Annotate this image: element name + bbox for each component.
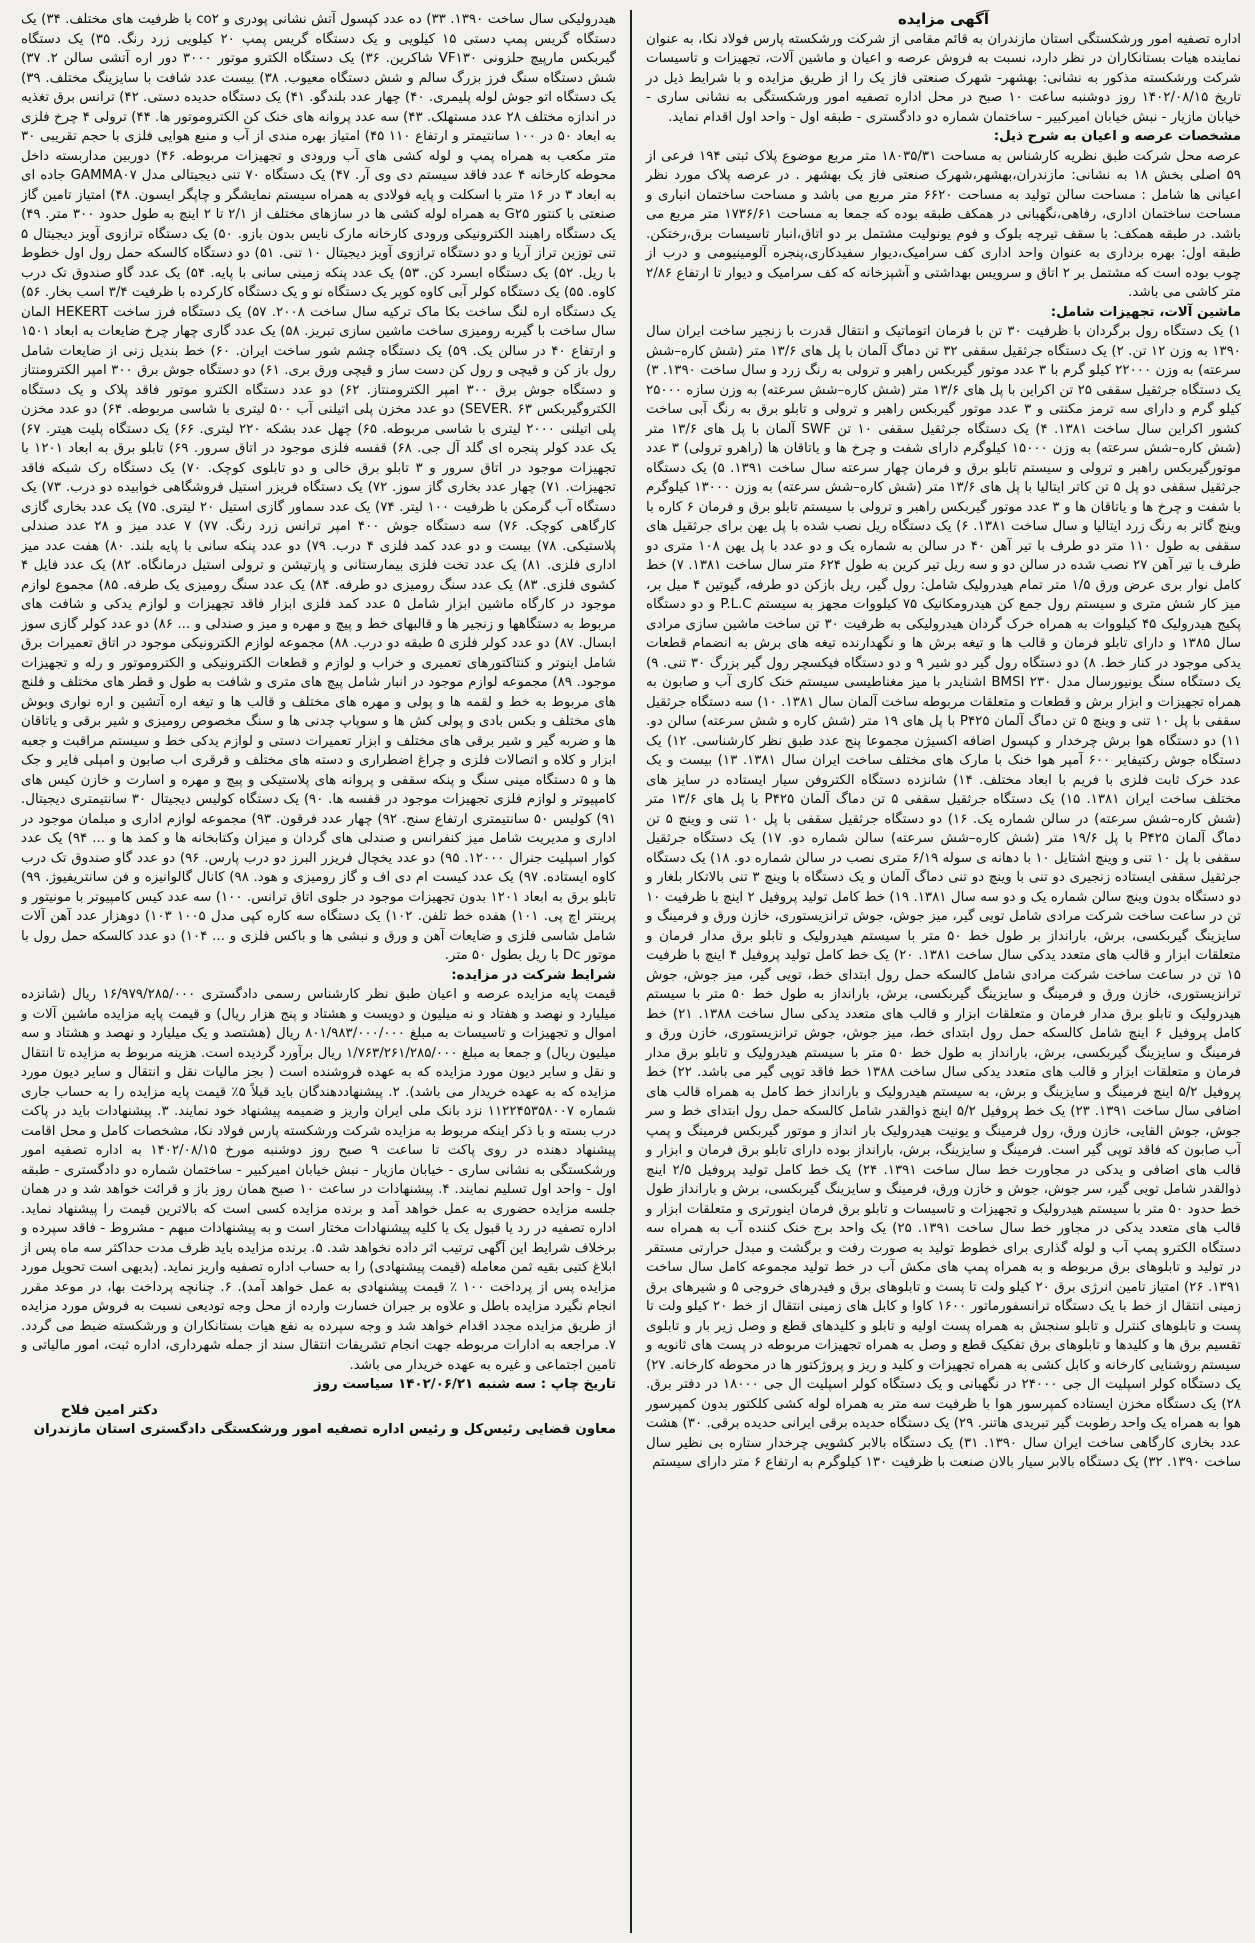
signer-title: معاون قضایی رئیس‌کل و رئیس اداره تصفیه امور ورشکستگی دادگستری استان مازندران xyxy=(33,1422,616,1437)
notice-intro: اداره تصفیه امور ورشکستگی استان مازندران به قائم مقامی از شرکت ورشکسته پارس فولاد نکا، به عنوان نماینده هیات بستانکاران در نظر دارد، نسبت به فروش عرصه و اعیان و ماشین آلات، تجهیزات و تاسیسات شرکت ورشکسته مذکور به نشانی: بهشهر- شهرک صنعتی فاز یک را از طریق مزایده و با شرایط ذیل در تاریخ ۱۴۰۲/۰۸/۱۵ روز دوشنبه ساعت ۱۰ صبح در محل اداره تصفیه امور ورشکستگی به نشانی ساری - خیابان مازیار - نبش خیابان امیرکبیر - ساختمان شماره دو دادگستری - طبقه اول - واحد اول اقدام نماید. xyxy=(646,31,1241,125)
terms-text: قیمت پایه مزایده عرصه و اعیان طبق نظر کارشناس رسمی دادگستری ۱۶/۹۷۹/۲۸۵/۰۰۰ ریال (شانزده میلیارد و نهصد و هفتاد و نه میلیون و دویست و هشتاد و پنج هزار ریال) و قیمت پایه مزایده ماشین آلات و اموال و تجهیزات و تاسیسات به مبلغ ۸۰۱/۹۸۳/۰۰۰/۰۰۰ ریال (هشتصد و یک میلیارد و نهصد و هشتاد و سه میلیون ریال) و جمعا به مبلغ ۱/۷۶۳/۲۶۱/۲۸۵/۰۰۰ ریال برآورد گردیده است. هزینه مربوط به مزایده تا انتقال و نقل و سایر دیون مورد مزایده که به عهده فروشنده است ( بجز مالیات نقل و انتقال و سایر دیون مورد مزایده که به عهده خریدار می باشد). ۲. پیشنهاددهندگان باید قبلاً ۵٪ قیمت پایه مزایده را به حساب جاری شماره ۱۱۲۲۴۵۳۵۸۰۰۷ نزد بانک ملی ایران واریز و ضمیمه پیشنهاد خود نمایند. ۳. پیشنهادات باید در پاکت درب بسته و با ذکر اینکه مربوط به مزایده شرکت ورشکسته پارس فولاد نکا، مشخصات کامل و محل اقامت پیشنهاد دهنده در روی پاکت تا ساعت ۹ صبح روز دوشنبه مورخ ۱۴۰۲/۰۸/۱۵ به اداره تصفیه امور ورشکستگی به نشانی ساری - خیابان مازیار - نبش خیابان امیرکبیر - ساختمان شماره دو دادگستری - طبقه اول - واحد اول تسلیم نمایند. ۴. پیشنهادات در ساعت ۱۰ صبح همان روز باز و قرائت خواهد شد و در همان جلسه مزایده حضوری به عمل خواهد آمد و برنده مزایده کسی است که بالاترین قیمت را پیشنهاد نماید. اداره تصفیه در رد یا قبول یک یا کلیه پیشنهادات مختار است و به پیشنهادات مبهم - مشروط - فاقد سپرده و برخلاف شرایط این آگهی ترتیب اثر داده نخواهد شد. ۵. برنده مزایده باید ظرف مدت حداکثر سه ماه پس از ابلاغ کتبی بقیه ثمن معامله (قیمت پیشنهادی) را به حساب اداره تصفیه واریز نماید. (بدیهی است تحویل مورد مزایده پس از پرداخت ۱۰۰ ٪ قیمت پیشنهادی به عمل خواهد آمد). ۶. چنانچه پرداخت بها، در موعد مقرر انجام نگیرد مزایده باطل و علاوه بر جبران خسارت وارده از محل وجه تودیعی نسبت به فروش مورد مزایده از طریق مزایده مجدد اقدام خواهد شد و وجه سپرده به نفع هیات بستانکاران و ورشکسته ضبط می گردد. ۷. مراجعه به ادارات مربوطه جهت انجام تشریفات انتقال سند از جمله شهرداری، اداره ثبت، امور مالیاتی و تامین اجتماعی و غیره به عهده خریدار می باشد. xyxy=(21,987,617,1373)
machines-list-continued: هیدرولیکی سال ساخت ۱۳۹۰. ۳۳) ده عدد کپسول آتش نشانی پودری و co۲ با ظرفیت های مختلف. ۳۴) یک دستگاه گریس پمپ دستی ۱۵ کیلویی و یک دستگاه گریس پمپ ۲۰ کیلویی زرد رنگ. ۳۵) یک دستگاه گیربکس مارپیچ حلزونی VF۱۳۰ شاکرین. ۳۶) یک دستگاه الکترو موتور ۳۰۰۰ دور اره آتشی سالن ۲. ۳۷) شش دستگاه سنگ فرز بزرگ سالم و شش دستگاه معیوب. ۳۸) بیست عدد شافت با سایزینگ مختلف. ۳۹) یک دستگاه اتو جوش لوله پلیمری. ۴۰) چهار عدد بلندگو. ۴۱) یک دستگاه حدیده دستی. ۴۲) ترانس برق تغذیه در اندازه مختلف ۲۸ عدد مستهلک. ۴۳) سه عدد پروانه های خنک کن الکتروموتور ها. ۴۴) ترولی ۴ چرخ فلزی به ابعاد ۵۰ در ۱۰۰ سانتیمتر و ارتفاع ۱۱۰ ۴۵) امتیاز بهره مندی از آب و منبع هوایی فلزی با حجم تقریبی ۳۰ متر مکعب به همراه پمپ و لوله کشی های آب ورودی و تجهیزات مربوطه. ۴۶) دوربین مداربسته داخل محوطه کارخانه ۴ عدد فاقد سیستم دی وی آر. ۴۷) یک دستگاه ۷۰ تنی دیجیتالی مدل GAMMA۰۷ جاده ای به ابعاد ۳ در ۱۶ متر با اسکلت و پایه فولادی به همراه سیستم نمایشگر و چاپگر ایسون. ۴۸) امتیاز تامین گاز صنعتی با کنتور G۲۵ به همراه لوله کشی ها در سازهای مختلف از ۲/۱ تا ۲ اینچ به طول حدود ۳۰۰ متر. ۴۹) یک دستگاه راهبند الکترونیکی ورودی کارخانه مارک نایس بدون بازو. ۵۰) یک دستگاه ترازوی آویز دیجیتال ۵ تنی توزین تراز آریا و دو دستگاه ترازوی آویز دیجیتال ۱۰ تنی. ۵۱) دو دستگاه کالسکه حمل رول اول خطوط با ریل. ۵۲) یک دستگاه ابسرد کن. ۵۳) یک عدد پنکه زمینی سانی با پایه. ۵۴) یک عدد گاو صندوق تک درب کاوه. ۵۵) یک دستگاه کولر آبی کاوه کوپر یک دستگاه نو و یک دستگاه کارکرده با ظرفیت ۳/۴ اسب بخار. ۵۶) یک دستگاه اره لنگ ساخت بکا ماک ترکیه سال ساخت ۲۰۰۸. ۵۷) یک دستگاه فرز ساخت HEKERT المان سال ساخت با گیربه رومیزی ساخت ماشین سازی تبریز. ۵۸) یک عدد گاری چهار چرخ ضایعات به ابعاد ۱۵۰۱ و ارتفاع ۴۰ در سالن یک. ۵۹) یک دستگاه چشم شور ساخت ایران. ۶۰) خط بندیل زنی از ضایعات شامل رول باز کن و قیچی و رول کن دست ساز و قیچی ورق بری. ۶۱) دو دستگاه جوش برق ۳۰۰ امپر الکترومنتاز و دستگاه جوش برق ۳۰۰ امپر الکترومنتاز. ۶۲) دو عدد دستگاه الکترو موتور فاقد پلاک و یک دستگاه الکتروگیربکس SEVER. ۶۳) دو عدد مخزن پلی اتیلنی آب ۵۰۰ لیتری با شاسی مربوطه. ۶۴) دو عدد مخزن پلی اتیلنی ۲۰۰۰ لیتری با شاسی مربوطه. ۶۵) چهل عدد بشکه ۲۲۰ لیتری. ۶۶) یک دستگاه پلیت هیتر. ۶۷) یک عدد کولر پنجره ای گلد آل جی. ۶۸) قفسه فلزی موجود در اتاق سرور. ۶۹) تابلو برق به ابعاد ۱۲۰۱ با تجهیزات موجود در اتاق سرور و ۳ تابلو برق خالی و دو تابلوی کوچک. ۷۰) یک دستگاه رک شبکه فاقد تجهیزات. ۷۱) چهار عدد بخاری گاز سوز. ۷۲) یک دستگاه فریزر استیل فروشگاهی خوابیده دو درب. ۷۳) یک دستگاه آب گرمکن با ظرفیت ۱۰۰ لیتر. ۷۴) یک عدد سماور گازی استیل ۲۰ لیتری. ۷۵) یک عدد بخاری گازی کارگاهی کوچک. ۷۶) سه دستگاه جوش ۴۰۰ امپر ترانس زرد رنگ. ۷۷) ۷ عدد میز و ۲۸ عدد صندلی پلاستیکی. ۷۸) بیست و دو عدد کمد فلزی ۴ درب. ۷۹) دو عدد پنکه سانی با پایه بلند. ۸۰) هفت عدد میز اداری فلزی. ۸۱) یک عدد تخت فلزی بیمارستانی و پارتیشن و ترولی استیل درمانگاه. ۸۲) یک عدد فایل ۴ کشوی فلزی. ۸۳) یک عدد سنگ رومیزی دو طرفه. ۸۴) یک عدد سنگ رومیزی یک طرفه. ۸۵) مجموع لوازم موجود در کارگاه ماشین ابزار شامل ۵ عدد کمد فلزی ابزار فاقد تجهیزات و لوازم یدکی و شافت های مربوط به دستگاهها و زنجیر ها و قالبهای خط و پیچ و مهره و میز و صندلی و ... ۸۶) دو عدد کولر گازی سوز ابسال. ۸۷) دو عدد کولر فلزی ۵ طبقه دو درب. ۸۸) مجموعه لوازم الکترونیکی موجود در اتاق تعمیرات برق شامل اینوتر و کنتاکتورهای تعمیری و خراب و لوازم و قطعات الکترونیکی و الکتروموتور و رله و تجهیزات موجود. ۸۹) مجموعه لوازم موجود در انبار شامل پیچ های متری و شافت به طول و قطر های مختلف و فلنچ های مربوط به خط و لقمه ها و پولی و مهره های مختلف و قالب ها و تیغه اره آتشین و اره نواری وبوش های مختلف و بکس بادی و پولی کش ها و سوپاپ چدنی ها و سنگ مخصوص رومیزی و شیر برقی و یاتاقان ها و ضربه گیر و شیر برقی های مختلف و ابزار تعمیرات دستی و لوازم یدکی خط و سیستم مراقبت و جعبه ابزار و کلاه و اتصالات فلزی و چراغ اضطراری و دسته های مختلف و قرقری اب صابون و امپلی فایر و جک ها و ۵ دستگاه مینی سنگ و پنکه سقفی و پروانه های پلاستیکی و پیچ و مهره و اسارت و خازن کیس های کامپیوتر و لوازم فلزی تجهیزات موجود در قفسه ها. ۹۰) یک دستگاه کولیس دیجیتال ۳۰ سانتیمتری دیجیتال. ۹۱) کولیس ۵۰ سانتیمتری ارتفاع سنج. ۹۲) چهار عدد فرقون. ۹۳) مجموعه لوازم اداری و مبلمان موجود در اداری و مدیریت شامل میز کنفرانس و صندلی های گردان و میزان وکتابخانه ها و کمد ها و ... ۹۴) یک عدد کوار اسپلیت جنرال ۱۲۰۰۰. ۹۵) دو عدد یخچال فریزر البرز دو درب پارس. ۹۶) دو عدد گاو صندوق تک درب کاوه ایستاده. ۹۷) یک عدد کیست ام دی اف و گاز رومیزی و هود. ۹۸) کانال گالوانیزه و فن سانتریفیوژ. ۹۹) تابلو برق به ابعاد ۱۲۰۱ بدون تجهیزات موجود در جلوی اتاق ترانس. ۱۰۰) سه عدد کیس کامپیوتر با مونیتور و پرینتر اچ پی. ۱۰۱) هفده خط تلفن. ۱۰۲) یک دستگاه سه کاره کپی مدل ۱۰۰۵ ۱۰۳) دوهزار عدد آهن آلات شامل شاسی فلزی و ضایعات آهن و ورق و نبشی ها و باکس فلزی و ... ۱۰۴) دو عدد کالسکه حمل رول با موتور Dc با ریل بطول ۵۰ متر. xyxy=(21,12,617,963)
machines-list: ۱) یک دستگاه رول برگردان با ظرفیت ۳۰ تن با فرمان اتوماتیک و انتقال قدرت با زنجیر ساخت ایران سال ۱۳۹۰ به وزن ۱۲ تن. ۲) یک دستگاه جرثقیل سقفی ۳۲ تن دماگ آلمان با پل های ۱۳/۶ متر (شش کاره–شش سرعته) به وزن ۲۲۰۰۰ کیلو گرم با ۳ عدد موتور گیربکس راهبر و ترولی به رنگ زرد و سال ساخت ۱۳۹۰. ۳) یک دستگاه جرثقیل سقفی ۲۵ تن اکراین با پل های ۱۳/۶ متر (شش کاره–شش سرعته) به وزن سازه ۲۵۰۰۰ کیلو گرم و دارای سه ترمز مکنتی و ۳ عدد موتور گیربکس راهبر و ترولی و تابلو برق به رنگ آبی ساخت کشور اکراین سال ساخت ۱۳۸۱. ۴) یک دستگاه جرثقیل سقفی ۱۰ تن SWF آلمان با پل های ۱۳/۶ متر (شش کاره–شش سرعته) به وزن ۱۵۰۰۰ کیلوگرم دارای شفت و چرخ ها و یاتاقان ها (راهرو ترولی) ۳ عدد موتورگیربکس راهبر و ترولی و سیستم تابلو برق و فرمان چهار سرعته سال ساخت ۱۳۹۱. ۵) یک دستگاه جرثقیل سقفی دو پل ۵ تن کاتر ایتالیا با پل های ۱۳/۶ متر (شش کاره–شش سرعته) به وزن ۱۳۰۰۰ کیلوگرم با شفت و چرخ ها و یاتاقان ها و ۳ عدد موتور گیربکس راهبر و ترولی با سیستم تابلو برق و فرمان ۶ کاره با وینچ گاتر به رنگ زرد ایتالیا و سال ساخت ۱۳۸۱. ۶) یک دستگاه ریل نصب شده با پل یهن برای جرثقیل های سقفی به طول ۱۱۰ متر دو طرف با تیر آهن ۴۰ در سالن به شماره یک و دو عدد با پل یهن ۱۰۸ متری دو طرف با تیر آهن ۲۷ نصب شده در سالن دو و سه ریل تیر کرین به طول ۶۲۴ متر سال ساخت ۱۳۸۱. ۷) خط کامل نوار بری عرض ورق ۱/۵ متر تمام هیدرولیک شامل: رول گیر، ریل بازکن دو طرفه، گیوتین ۴ میل بر، میز کار شش متری و سیستم رول جمع کن هیدرومکانیک ۷۵ کیلووات مجهز به سیستم P.L.C و دو دستگاه پکیج هیدرولیک ۴۵ کیلووات به همراه خرک گردان هیدرولیکی به ظرفیت ۳۰ تن ساخت ماشین سازی مرادی سال ۱۳۸۵ و دارای تابلو فرمان و قالب ها و تیغه برش ها و نگهدارنده تیغه های برش به انضمام قطعات یدکی موجود در کنار خط. ۸) دو دستگاه رول گیر دو شیر ۹ و دو دستگاه فیکسچر رول گیر بزرگ ۳۰ تنی. ۹) یک دستگاه سنگ یونیورسال مدل BMSI ۲۳۰ اشنایدر با میز مغناطیسی سیستم خنک کاری آب و صابون به همراه تجهیزات و ابزار برش و قطعات و متعلقات مربوطه ساخت آلمان سال ۱۳۸۱. ۱۰) سه دستگاه جرثقیل سقفی با پل ۱۰ تنی و وینچ ۵ تن دماگ آلمان P۴۲۵ با پل های ۱۹ متر (شش کاره و شش سرعته) سالن دو. ۱۱) دو دستگاه هوا برش چرخدار و کپسول اضافه اکسیژن مجموعا پنج عدد طبق نظر کارشناسی. ۱۲) یک دستگاه جوش رکتیفایر ۶۰۰ آمپر هوا خنک با مارک های مختلف ساخت ایران سال ۱۳۸۱. ۱۳) بیست و یک عدد خرک ثابت فلزی با فریم با ابعاد مختلف. ۱۴) شانزده دستگاه الکتروفن سیار ایستاده در سایز های مختلف ساخت ایران ۱۳۸۱. ۱۵) یک دستگاه جرثقیل سقفی ۵ تن دماگ آلمان P۴۲۵ با پل های ۱۳/۶ متر (شش کاره–شش سرعته) در سالن شماره یک. ۱۶) دو دستگاه جرثقیل سقفی با پل ۱۰ تنی و وینچ ۵ تن دماگ آلمان P۴۲۵ با پل ۱۹/۶ متر (شش کاره–شش سرعته) سالن شماره دو. ۱۷) یک دستگاه جرثقیل سقفی با پل ۱۰ تنی و وینچ اشتایل ۱۰ با دهانه ی سوله ۶/۱۹ متری نصب در سالن شماره دو. ۱۸) یک دستگاه جرثقیل سقفی ایستاده زنجیری دو تنی با وینچ دو تنی دماگ آلمان و یک دستگاه با وینچ ۳ تنی بالاتکار بلغار و دو دستگاه بدون وینچ سالن شماره یک و دو سه سال ۱۳۸۱. ۱۹) خط کامل تولید پروفیل ۲ اینچ با ظرفیت ۱۰ تن در ساعت ساخت شرکت مرادی شامل تویی گیر، میز جوش، جوش ترانزیستوری، خازن ورق و فرمینگ و سایزینگ گیربکسی، برش، بارانداز بر طول خط ۵۰ متر با سیستم هیدرولیک و تابلو برق مدار فرمان و متعلقات ابزار و قالب های متعدد یدکی سال ساخت ۱۳۸۱. ۲۰) یک خط کامل تولید پروفیل ۴ اینچ با ظرفیت ۱۵ تن در ساعت ساخت شرکت مرادی شامل کالسکه حمل رول ابتدای خط، تویی گیر، میز جوش، جوش ترانزیستوری، خازن ورق و فرمینگ و سایزینگ گیربکسی، برش، بارانداز به طول خط ۵۰ متر با سیستم هیدرولیک و تابلو برق مدار فرمان و متعلقات ابزار و قالب های متعدد یدکی سال ساخت ۱۳۸۸. ۲۱) خط کامل پروفیل ۶ اینچ شامل کالسکه حمل رول ابتدای خط، میز جوش، جوش ترانزیستوری، خازن ورق و فرمینگ و سایزینگ گیربکسی، برش، بارانداز به طول خط ۵۰ متر با سیستم هیدرولیک و تابلو برق مدار فرمان و متعلقات ابزار و قالب های متعدد یدکی سال ساخت ۱۳۸۸ خط فاقد توپی گیر می باشد. ۲۲) خط پروفیل ۵/۲ اینچ فرمینگ و سایزینگ و برش، به سیستم هیدرولیک و بارانداز خط کامل به همراه قالب های اضافی سال ساخت ۱۳۹۱. ۲۳) یک خط پروفیل ۵/۲ اینچ ذوالقدر شامل کالسکه حمل رول ابتدای خط و سر جوش، جوش القایی، خازن ورق، رول فرمینگ و یونیت هیدرولیک بار انداز و موتور گیربکس فرمینگ و پمپ آب صابون که فاقد توپی گیر است. فرمینگ و سایزینگ، برش، بارانداز بوده دارای تابلو برق فرمان و ابزار و قالب های اضافی و یدکی در مجاورت خط سال ساخت ۱۳۹۱. ۲۴) یک خط کامل تولید پروفیل ۲/۵ اینچ ذوالقدر شامل تویی گیر، سر جوش، جوش و خازن ورق، فرمینگ و سایزینگ گیربکسی، برش و بارانداز طول خط حدود ۵۰ متر با سیستم هیدرولیک و تجهیزات و تاسیسات و تابلو برق فرمان اینورتری و متعلقات ابزار و قالب های متعدد یدکی در مجاور خط سال ساخت ۱۳۹۱. ۲۵) یک واحد برج خنک کننده آب به همراه سه دستگاه الکترو پمپ آب و لوله گذاری برای خطوط تولید به صورت رفت و برگشت و مبدل حرارتی مستقر در تولید و تابلوهای برق مربوطه و به همراه پمپ های مکش آب در خط تولید مجموعه کامل سال ساخت ۱۳۹۱. ۲۶) امتیاز تامین انرژی برق ۲۰ کیلو ولت تا پست و تابلوهای برق و فیدرهای خروجی ۵ و شیرهای برق زمینی انتقال از خط با یک دستگاه ترانسفورماتور ۱۶۰۰ کاوا و کابل های زمینی انتقال از خط ۲۰ کیلو ولت تا پست و تابلوهای کنترل و تابلو سنجش به همراه پست اولیه و تابلو و کلیدهای قطع و وصل زیر بار و تابلوی تقسیم برق ها و کلیدها و تابلوهای برق تفکیک قطع و وصل به همراه تجهیزات مربوطه در پست های ثانویه و سیستم روشنایی کارخانه و کابل کشی به همراه تجهیزات و کلید و ریز و پروژکتور ها در محوطه کارخانه. ۲۷) یک دستگاه کولر اسپلیت ال جی ۲۴۰۰۰ در نگهبانی و یک دستگاه کولر اسپلیت ال جی ۱۸۰۰۰ در دفتر برق. ۲۸) یک دستگاه مخزن ایستاده کمپرسور هوا با ظرفیت سه متر به همراه لوله کشی کلکتور بدون کمپرسور هوا به همراه یک واحد رطوبت گیر تبریدی هاتنر. ۲۹) یک دستگاه حدیده برقی ایرانی حدیده برقی. ۳۰) هشت عدد بخاری کارگاهی ساخت ایران سال ۱۳۹۰. ۳۱) یک دستگاه بالابر کشویی چرخدار ستاره بی نظیر سال ساخت ۱۳۹۰. ۳۲) یک دستگاه بالابر سیار بالان صنعت با ظرفیت ۱۳۰ کیلوگرم به ارتفاع ۶ متر دارای سیستم xyxy=(646,324,1241,1470)
signature-block xyxy=(21,1401,616,1440)
specs-heading: مشخصات عرصه و اعیان به شرح ذیل: xyxy=(993,129,1241,144)
machines-heading: ماشین آلات، تجهیزات شامل: xyxy=(1050,304,1241,320)
signer-name: دکتر امین فلاح xyxy=(61,1402,158,1418)
specs-text: عرصه محل شرکت طبق نظریه کارشناس به مساحت ۱۸۰۳۵/۳۱ متر مربع موضوع پلاک ثبتی ۱۹۴ فرعی از ۵۹ اصلی بخش ۱۸ به نشانی: مازندران،بهشهر،شهرک صنعتی فاز یک بهشهر . در عرصه پلاک مورد نظر اعیانی ها شامل : مساحت سالن تولید به مساحت ۶۶۲۰ متر مربع می باشد و مساحت ساختمان انباری و مساحت ساختمان اداری، رفاهی،نگهبانی در همکف طبقه بوده که جمعا به مساحت ۱۷۳۶/۶۱ متر مربع می باشد. در طبقه همکف: با سقف تیرچه بلوک و فوم یونولیت مشتمل بر دو اتاق،انبار تاسیسات برق،رختکن. طبقه اول: بهره برداری به عنوان واحد اداری کف سرامیک،دیوار سفیدکاری،پنجره آلومینیومی و درب از چوب بوده است که مشتمل بر ۲ اتاق و سرویس بهداشتی و آشپزخانه که کف سرامیک و دیوار تا ارتفاع ۲/۸۶ متر کاشی می باشد. xyxy=(646,148,1241,300)
left-column xyxy=(21,10,626,1933)
column-divider xyxy=(630,10,632,1933)
print-date: تاریخ چاپ : سه شنبه ۱۴۰۲/۰۶/۲۱ سیاست روز xyxy=(313,1377,616,1392)
notice-title: آگهی مزایده xyxy=(897,10,990,28)
right-column xyxy=(636,10,1241,1933)
terms-heading: شرایط شرکت در مزایده: xyxy=(451,967,616,983)
